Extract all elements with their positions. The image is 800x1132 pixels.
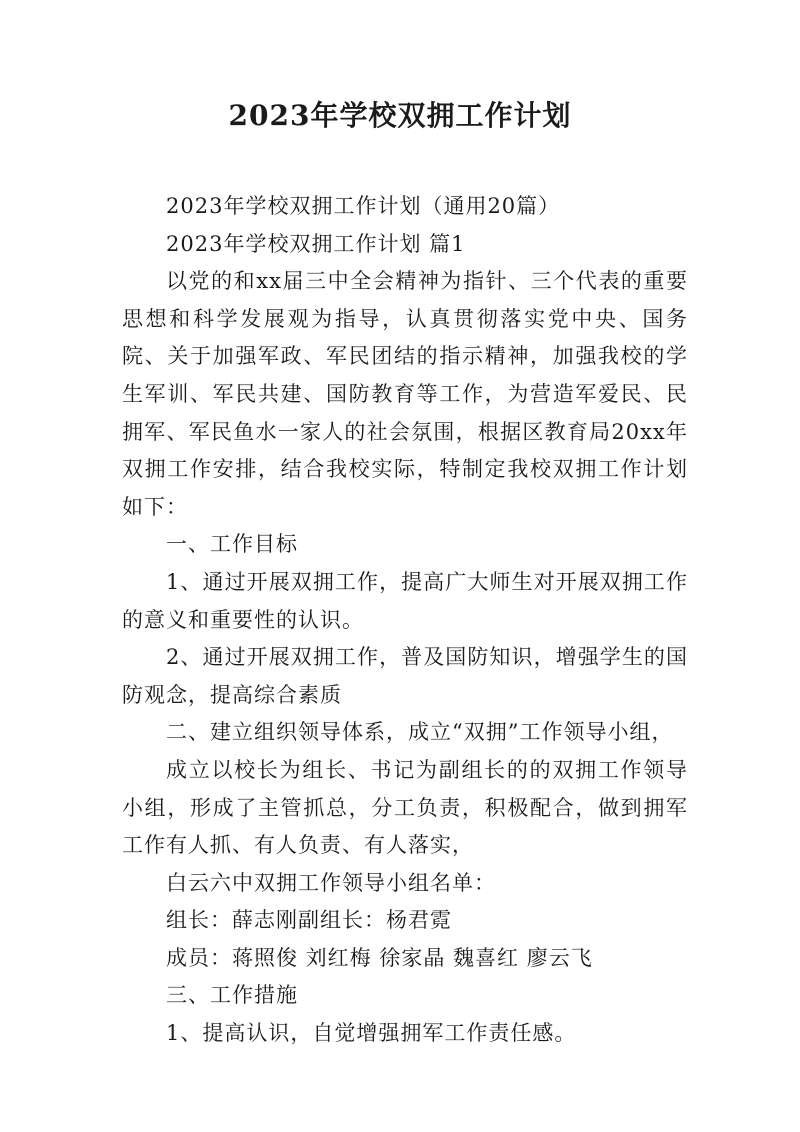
paragraph-organization: 成立以校长为组长、书记为副组长的的双拥工作领导小组，形成了主管抓总，分工负责，积极配合，做到拥军工作有人抓、有人负责、有人落实， [122,757,688,858]
paragraph-member-list-heading: 白云六中双拥工作领导小组名单： [166,870,496,895]
paragraph-members: 成员：蒋照俊 刘红梅 徐家晶 魏喜红 廖云飞 [166,945,593,970]
paragraph-section-heading: 2023年学校双拥工作计划 篇1 [166,231,466,256]
paragraph-leaders: 组长：薛志刚副组长：杨君霓 [166,908,452,933]
paragraph-subtitle: 2023年学校双拥工作计划（通用20篇） [166,194,561,218]
paragraph-measure-1: 1、提高认识，自觉增强拥军工作责任感。 [166,1021,577,1046]
heading-work-measures: 三、工作措施 [166,983,298,1008]
document-title: 2023年学校双拥工作计划 [228,99,572,132]
paragraph-intro: 以党的和xx届三中全会精神为指针、三个代表的重要思想和科学发展观为指导，认真贯彻落实党中央、国务院、关于加强军政、军民团结的指示精神，加强我校的学生军训、军民共建、国防教育等工作，为营造军爱民、民拥军、军民鱼水一家人的社会氛围，根据区教育局20xx年双拥工作安排，结合我校实际，特制定我校双拥工作计划如下： [122,269,688,519]
heading-organization: 二、建立组织领导体系，成立“双拥”工作领导小组， [166,720,674,745]
paragraph-goal-1: 1、通过开展双拥工作，提高广大师生对开展双拥工作的意义和重要性的认识。 [122,569,688,632]
heading-work-goals: 一、工作目标 [166,532,298,557]
paragraph-goal-2: 2、通过开展双拥工作，普及国防知识，增强学生的国防观念，提高综合素质 [122,645,688,707]
document-body [122,188,688,1053]
